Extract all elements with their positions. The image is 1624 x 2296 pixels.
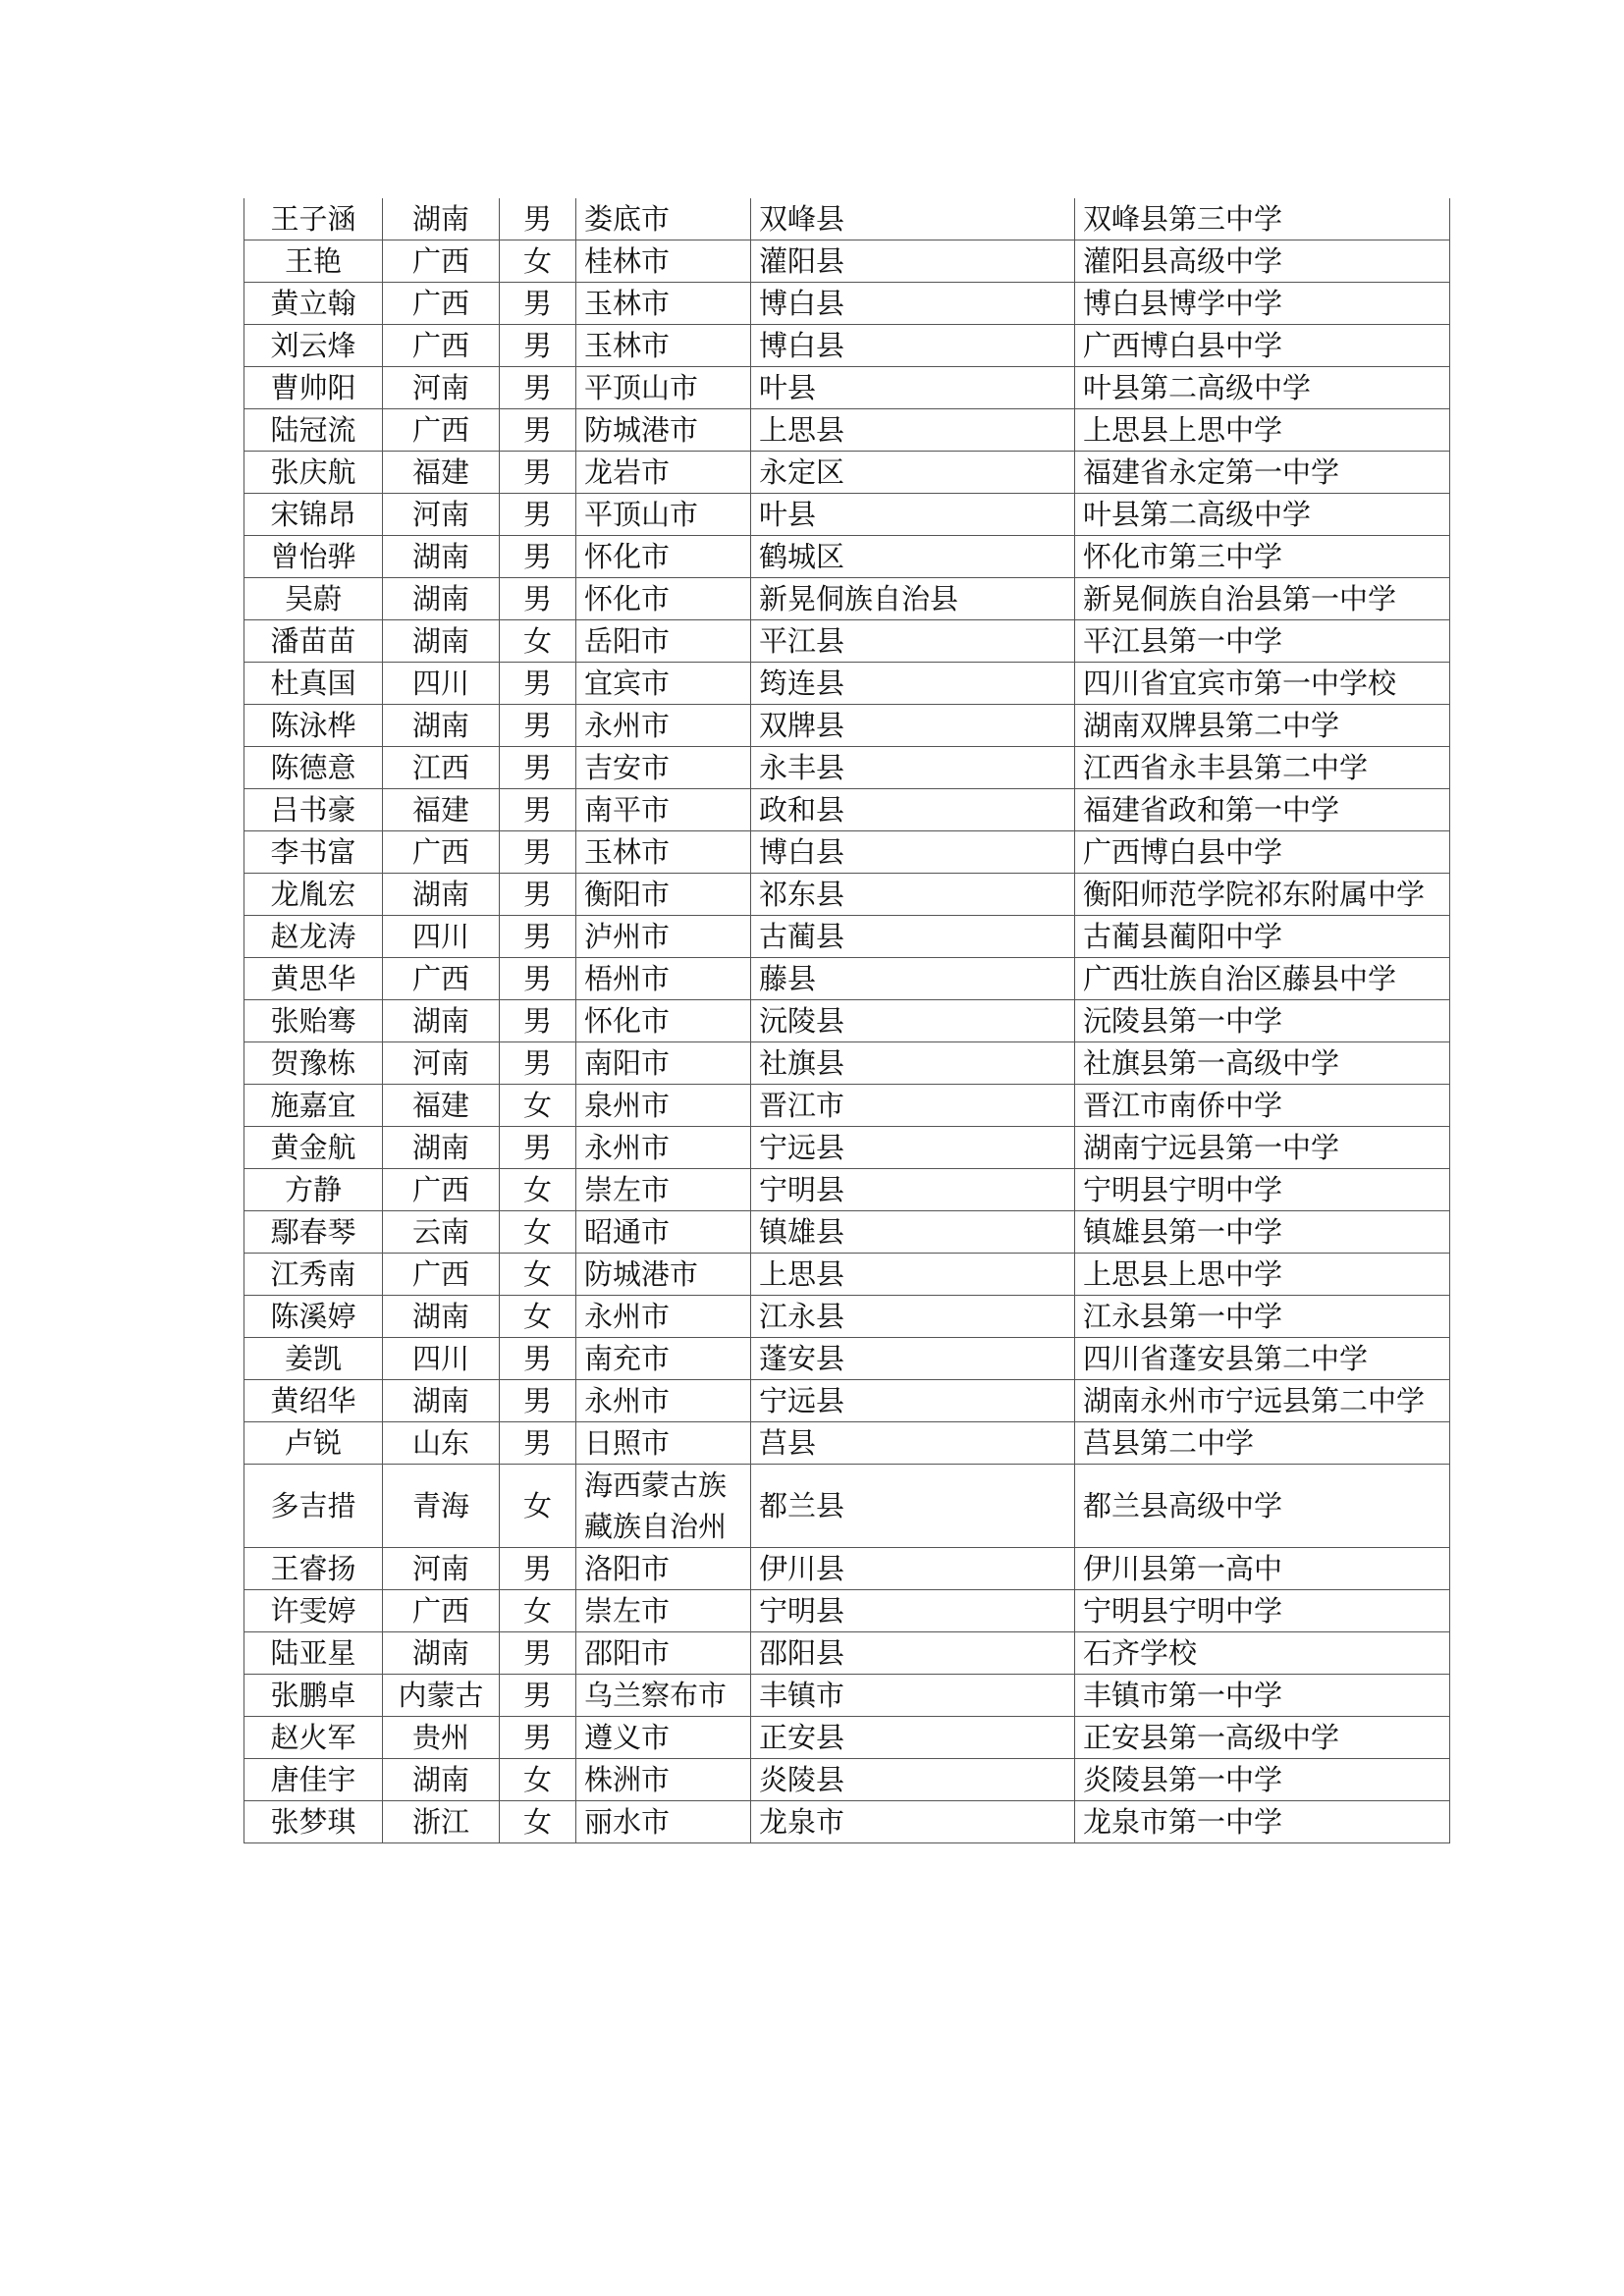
gender-cell: 男 xyxy=(500,578,576,620)
province-cell: 河南 xyxy=(383,367,500,409)
gender-cell: 男 xyxy=(500,958,576,1000)
city-cell: 邵阳市 xyxy=(576,1632,751,1675)
province-cell: 广西 xyxy=(383,240,500,283)
province-cell: 湖南 xyxy=(383,578,500,620)
student-name-cell: 贺豫栋 xyxy=(244,1042,383,1085)
gender-cell: 男 xyxy=(500,1042,576,1085)
gender-cell: 男 xyxy=(500,1422,576,1465)
table-row xyxy=(244,1000,1450,1042)
gender-cell: 男 xyxy=(500,1338,576,1380)
county-cell: 宁明县 xyxy=(751,1590,1075,1632)
table-row xyxy=(244,620,1450,663)
city-cell: 梧州市 xyxy=(576,958,751,1000)
table-row xyxy=(244,1717,1450,1759)
province-cell: 河南 xyxy=(383,494,500,536)
school-cell: 丰镇市第一中学 xyxy=(1075,1675,1450,1717)
student-name-cell: 陈溪婷 xyxy=(244,1296,383,1338)
province-cell: 湖南 xyxy=(383,1380,500,1422)
school-cell: 正安县第一高级中学 xyxy=(1075,1717,1450,1759)
table-row xyxy=(244,494,1450,536)
province-cell: 湖南 xyxy=(383,874,500,916)
table-row xyxy=(244,747,1450,789)
school-cell: 宁明县宁明中学 xyxy=(1075,1590,1450,1632)
city-cell: 怀化市 xyxy=(576,536,751,578)
student-name-cell: 陆亚星 xyxy=(244,1632,383,1675)
student-name-cell: 王子涵 xyxy=(244,198,383,240)
gender-cell: 女 xyxy=(500,1254,576,1296)
school-cell: 龙泉市第一中学 xyxy=(1075,1801,1450,1843)
county-cell: 炎陵县 xyxy=(751,1759,1075,1801)
province-cell: 山东 xyxy=(383,1422,500,1465)
city-cell: 南平市 xyxy=(576,789,751,831)
gender-cell: 男 xyxy=(500,1632,576,1675)
city-cell: 遵义市 xyxy=(576,1717,751,1759)
province-cell: 河南 xyxy=(383,1042,500,1085)
student-name-cell: 施嘉宜 xyxy=(244,1085,383,1127)
student-name-cell: 龙胤宏 xyxy=(244,874,383,916)
student-name-cell: 许雯婷 xyxy=(244,1590,383,1632)
gender-cell: 女 xyxy=(500,1296,576,1338)
student-name-cell: 陆冠流 xyxy=(244,409,383,452)
province-cell: 四川 xyxy=(383,1338,500,1380)
city-cell: 泉州市 xyxy=(576,1085,751,1127)
gender-cell: 女 xyxy=(500,1211,576,1254)
school-cell: 湖南双牌县第二中学 xyxy=(1075,705,1450,747)
city-cell: 防城港市 xyxy=(576,1254,751,1296)
student-name-cell: 张梦琪 xyxy=(244,1801,383,1843)
school-cell: 叶县第二高级中学 xyxy=(1075,367,1450,409)
school-cell: 晋江市南侨中学 xyxy=(1075,1085,1450,1127)
school-cell: 炎陵县第一中学 xyxy=(1075,1759,1450,1801)
province-cell: 广西 xyxy=(383,283,500,325)
student-name-cell: 黄思华 xyxy=(244,958,383,1000)
city-cell: 岳阳市 xyxy=(576,620,751,663)
school-cell: 都兰县高级中学 xyxy=(1075,1465,1450,1548)
school-cell: 新晃侗族自治县第一中学 xyxy=(1075,578,1450,620)
city-cell: 崇左市 xyxy=(576,1169,751,1211)
county-cell: 丰镇市 xyxy=(751,1675,1075,1717)
city-cell: 洛阳市 xyxy=(576,1548,751,1590)
student-name-cell: 卢锐 xyxy=(244,1422,383,1465)
county-cell: 宁远县 xyxy=(751,1380,1075,1422)
county-cell: 邵阳县 xyxy=(751,1632,1075,1675)
county-cell: 博白县 xyxy=(751,831,1075,874)
county-cell: 都兰县 xyxy=(751,1465,1075,1548)
gender-cell: 男 xyxy=(500,1380,576,1422)
roster-body xyxy=(244,198,1450,1843)
table-row xyxy=(244,536,1450,578)
school-cell: 上思县上思中学 xyxy=(1075,409,1450,452)
province-cell: 湖南 xyxy=(383,1127,500,1169)
table-row xyxy=(244,1085,1450,1127)
gender-cell: 男 xyxy=(500,663,576,705)
gender-cell: 男 xyxy=(500,874,576,916)
table-row xyxy=(244,958,1450,1000)
gender-cell: 女 xyxy=(500,1801,576,1843)
school-cell: 福建省政和第一中学 xyxy=(1075,789,1450,831)
table-row xyxy=(244,1465,1450,1548)
city-cell: 平顶山市 xyxy=(576,367,751,409)
city-cell: 平顶山市 xyxy=(576,494,751,536)
province-cell: 湖南 xyxy=(383,1296,500,1338)
county-cell: 宁远县 xyxy=(751,1127,1075,1169)
table-row xyxy=(244,1675,1450,1717)
table-row xyxy=(244,240,1450,283)
county-cell: 博白县 xyxy=(751,325,1075,367)
table-row xyxy=(244,831,1450,874)
student-name-cell: 刘云烽 xyxy=(244,325,383,367)
city-cell: 宜宾市 xyxy=(576,663,751,705)
city-cell: 防城港市 xyxy=(576,409,751,452)
table-row xyxy=(244,789,1450,831)
county-cell: 平江县 xyxy=(751,620,1075,663)
county-cell: 沅陵县 xyxy=(751,1000,1075,1042)
student-name-cell: 潘苗苗 xyxy=(244,620,383,663)
student-name-cell: 曹帅阳 xyxy=(244,367,383,409)
gender-cell: 男 xyxy=(500,283,576,325)
city-cell: 桂林市 xyxy=(576,240,751,283)
student-roster-table xyxy=(244,198,1450,1843)
table-row xyxy=(244,452,1450,494)
student-name-cell: 陈德意 xyxy=(244,747,383,789)
province-cell: 广西 xyxy=(383,409,500,452)
province-cell: 四川 xyxy=(383,916,500,958)
student-name-cell: 黄立翰 xyxy=(244,283,383,325)
table-row xyxy=(244,1254,1450,1296)
school-cell: 广西壮族自治区藤县中学 xyxy=(1075,958,1450,1000)
gender-cell: 女 xyxy=(500,240,576,283)
province-cell: 湖南 xyxy=(383,1000,500,1042)
gender-cell: 女 xyxy=(500,1590,576,1632)
student-name-cell: 赵火军 xyxy=(244,1717,383,1759)
county-cell: 筠连县 xyxy=(751,663,1075,705)
table-row xyxy=(244,705,1450,747)
gender-cell: 女 xyxy=(500,1759,576,1801)
school-cell: 湖南宁远县第一中学 xyxy=(1075,1127,1450,1169)
student-name-cell: 姜凯 xyxy=(244,1338,383,1380)
gender-cell: 男 xyxy=(500,1717,576,1759)
student-name-cell: 赵龙涛 xyxy=(244,916,383,958)
province-cell: 广西 xyxy=(383,1590,500,1632)
school-cell: 衡阳师范学院祁东附属中学 xyxy=(1075,874,1450,916)
student-name-cell: 宋锦昂 xyxy=(244,494,383,536)
school-cell: 江永县第一中学 xyxy=(1075,1296,1450,1338)
school-cell: 镇雄县第一中学 xyxy=(1075,1211,1450,1254)
city-cell: 玉林市 xyxy=(576,831,751,874)
school-cell: 叶县第二高级中学 xyxy=(1075,494,1450,536)
student-name-cell: 李书富 xyxy=(244,831,383,874)
county-cell: 双峰县 xyxy=(751,198,1075,240)
county-cell: 社旗县 xyxy=(751,1042,1075,1085)
table-row xyxy=(244,1211,1450,1254)
gender-cell: 女 xyxy=(500,1085,576,1127)
province-cell: 湖南 xyxy=(383,620,500,663)
school-cell: 四川省宜宾市第一中学校 xyxy=(1075,663,1450,705)
table-row xyxy=(244,367,1450,409)
table-row xyxy=(244,198,1450,240)
province-cell: 湖南 xyxy=(383,198,500,240)
county-cell: 上思县 xyxy=(751,409,1075,452)
gender-cell: 男 xyxy=(500,198,576,240)
table-row xyxy=(244,1042,1450,1085)
county-cell: 双牌县 xyxy=(751,705,1075,747)
gender-cell: 男 xyxy=(500,1675,576,1717)
province-cell: 广西 xyxy=(383,1254,500,1296)
school-cell: 上思县上思中学 xyxy=(1075,1254,1450,1296)
gender-cell: 男 xyxy=(500,1548,576,1590)
city-cell: 永州市 xyxy=(576,1296,751,1338)
student-name-cell: 张贻骞 xyxy=(244,1000,383,1042)
province-cell: 浙江 xyxy=(383,1801,500,1843)
city-cell: 日照市 xyxy=(576,1422,751,1465)
city-cell: 株洲市 xyxy=(576,1759,751,1801)
student-name-cell: 张鹏卓 xyxy=(244,1675,383,1717)
student-name-cell: 黄金航 xyxy=(244,1127,383,1169)
table-row xyxy=(244,283,1450,325)
gender-cell: 男 xyxy=(500,536,576,578)
province-cell: 湖南 xyxy=(383,1759,500,1801)
school-cell: 伊川县第一高中 xyxy=(1075,1548,1450,1590)
student-name-cell: 黄绍华 xyxy=(244,1380,383,1422)
school-cell: 社旗县第一高级中学 xyxy=(1075,1042,1450,1085)
city-cell: 南阳市 xyxy=(576,1042,751,1085)
province-cell: 内蒙古 xyxy=(383,1675,500,1717)
table-row xyxy=(244,1422,1450,1465)
school-cell: 怀化市第三中学 xyxy=(1075,536,1450,578)
city-cell: 乌兰察布市 xyxy=(576,1675,751,1717)
province-cell: 湖南 xyxy=(383,705,500,747)
student-name-cell: 鄢春琴 xyxy=(244,1211,383,1254)
province-cell: 河南 xyxy=(383,1548,500,1590)
school-cell: 石齐学校 xyxy=(1075,1632,1450,1675)
school-cell: 江西省永丰县第二中学 xyxy=(1075,747,1450,789)
province-cell: 云南 xyxy=(383,1211,500,1254)
student-name-cell: 唐佳宇 xyxy=(244,1759,383,1801)
gender-cell: 男 xyxy=(500,916,576,958)
city-cell: 娄底市 xyxy=(576,198,751,240)
table-row xyxy=(244,1380,1450,1422)
county-cell: 灌阳县 xyxy=(751,240,1075,283)
city-cell: 永州市 xyxy=(576,1127,751,1169)
city-cell: 衡阳市 xyxy=(576,874,751,916)
gender-cell: 男 xyxy=(500,705,576,747)
county-cell: 龙泉市 xyxy=(751,1801,1075,1843)
gender-cell: 男 xyxy=(500,1127,576,1169)
table-row xyxy=(244,409,1450,452)
student-name-cell: 多吉措 xyxy=(244,1465,383,1548)
county-cell: 藤县 xyxy=(751,958,1075,1000)
gender-cell: 男 xyxy=(500,367,576,409)
gender-cell: 女 xyxy=(500,620,576,663)
table-row xyxy=(244,1759,1450,1801)
city-cell: 昭通市 xyxy=(576,1211,751,1254)
gender-cell: 男 xyxy=(500,789,576,831)
table-row xyxy=(244,663,1450,705)
county-cell: 叶县 xyxy=(751,494,1075,536)
county-cell: 政和县 xyxy=(751,789,1075,831)
school-cell: 福建省永定第一中学 xyxy=(1075,452,1450,494)
gender-cell: 女 xyxy=(500,1169,576,1211)
table-row xyxy=(244,1801,1450,1843)
county-cell: 永定区 xyxy=(751,452,1075,494)
gender-cell: 男 xyxy=(500,831,576,874)
school-cell: 博白县博学中学 xyxy=(1075,283,1450,325)
gender-cell: 女 xyxy=(500,1465,576,1548)
gender-cell: 男 xyxy=(500,409,576,452)
school-cell: 沅陵县第一中学 xyxy=(1075,1000,1450,1042)
student-name-cell: 张庆航 xyxy=(244,452,383,494)
city-cell: 永州市 xyxy=(576,705,751,747)
county-cell: 博白县 xyxy=(751,283,1075,325)
county-cell: 古蔺县 xyxy=(751,916,1075,958)
county-cell: 上思县 xyxy=(751,1254,1075,1296)
city-cell: 怀化市 xyxy=(576,578,751,620)
city-cell: 玉林市 xyxy=(576,325,751,367)
table-row xyxy=(244,1296,1450,1338)
city-cell: 泸州市 xyxy=(576,916,751,958)
school-cell: 平江县第一中学 xyxy=(1075,620,1450,663)
student-name-cell: 江秀南 xyxy=(244,1254,383,1296)
student-name-cell: 吕书豪 xyxy=(244,789,383,831)
province-cell: 福建 xyxy=(383,1085,500,1127)
table-row xyxy=(244,325,1450,367)
province-cell: 广西 xyxy=(383,325,500,367)
gender-cell: 男 xyxy=(500,747,576,789)
province-cell: 江西 xyxy=(383,747,500,789)
city-cell: 怀化市 xyxy=(576,1000,751,1042)
student-name-cell: 吴蔚 xyxy=(244,578,383,620)
table-row xyxy=(244,1169,1450,1211)
gender-cell: 男 xyxy=(500,494,576,536)
city-cell: 海西蒙古族藏族自治州 xyxy=(576,1465,751,1548)
table-row xyxy=(244,1338,1450,1380)
table-row xyxy=(244,916,1450,958)
county-cell: 蓬安县 xyxy=(751,1338,1075,1380)
school-cell: 广西博白县中学 xyxy=(1075,831,1450,874)
school-cell: 宁明县宁明中学 xyxy=(1075,1169,1450,1211)
county-cell: 正安县 xyxy=(751,1717,1075,1759)
student-name-cell: 杜真国 xyxy=(244,663,383,705)
province-cell: 贵州 xyxy=(383,1717,500,1759)
table-row xyxy=(244,874,1450,916)
county-cell: 永丰县 xyxy=(751,747,1075,789)
table-row xyxy=(244,1632,1450,1675)
county-cell: 莒县 xyxy=(751,1422,1075,1465)
student-name-cell: 曾怡骅 xyxy=(244,536,383,578)
county-cell: 叶县 xyxy=(751,367,1075,409)
table-row xyxy=(244,1127,1450,1169)
school-cell: 古蔺县蔺阳中学 xyxy=(1075,916,1450,958)
province-cell: 福建 xyxy=(383,452,500,494)
student-name-cell: 王睿扬 xyxy=(244,1548,383,1590)
table-row xyxy=(244,578,1450,620)
city-cell: 玉林市 xyxy=(576,283,751,325)
county-cell: 晋江市 xyxy=(751,1085,1075,1127)
gender-cell: 男 xyxy=(500,325,576,367)
table-row xyxy=(244,1548,1450,1590)
city-cell: 永州市 xyxy=(576,1380,751,1422)
gender-cell: 男 xyxy=(500,452,576,494)
county-cell: 祁东县 xyxy=(751,874,1075,916)
student-name-cell: 方静 xyxy=(244,1169,383,1211)
province-cell: 广西 xyxy=(383,831,500,874)
student-name-cell: 陈泳桦 xyxy=(244,705,383,747)
city-cell: 丽水市 xyxy=(576,1801,751,1843)
school-cell: 广西博白县中学 xyxy=(1075,325,1450,367)
school-cell: 四川省蓬安县第二中学 xyxy=(1075,1338,1450,1380)
city-cell: 龙岩市 xyxy=(576,452,751,494)
county-cell: 鹤城区 xyxy=(751,536,1075,578)
city-cell: 吉安市 xyxy=(576,747,751,789)
province-cell: 福建 xyxy=(383,789,500,831)
school-cell: 双峰县第三中学 xyxy=(1075,198,1450,240)
county-cell: 宁明县 xyxy=(751,1169,1075,1211)
province-cell: 广西 xyxy=(383,1169,500,1211)
table-row xyxy=(244,1590,1450,1632)
city-cell: 崇左市 xyxy=(576,1590,751,1632)
student-name-cell: 王艳 xyxy=(244,240,383,283)
school-cell: 湖南永州市宁远县第二中学 xyxy=(1075,1380,1450,1422)
province-cell: 湖南 xyxy=(383,1632,500,1675)
province-cell: 湖南 xyxy=(383,536,500,578)
school-cell: 灌阳县高级中学 xyxy=(1075,240,1450,283)
county-cell: 新晃侗族自治县 xyxy=(751,578,1075,620)
county-cell: 江永县 xyxy=(751,1296,1075,1338)
school-cell: 莒县第二中学 xyxy=(1075,1422,1450,1465)
county-cell: 伊川县 xyxy=(751,1548,1075,1590)
county-cell: 镇雄县 xyxy=(751,1211,1075,1254)
province-cell: 广西 xyxy=(383,958,500,1000)
province-cell: 四川 xyxy=(383,663,500,705)
gender-cell: 男 xyxy=(500,1000,576,1042)
city-cell: 南充市 xyxy=(576,1338,751,1380)
province-cell: 青海 xyxy=(383,1465,500,1548)
